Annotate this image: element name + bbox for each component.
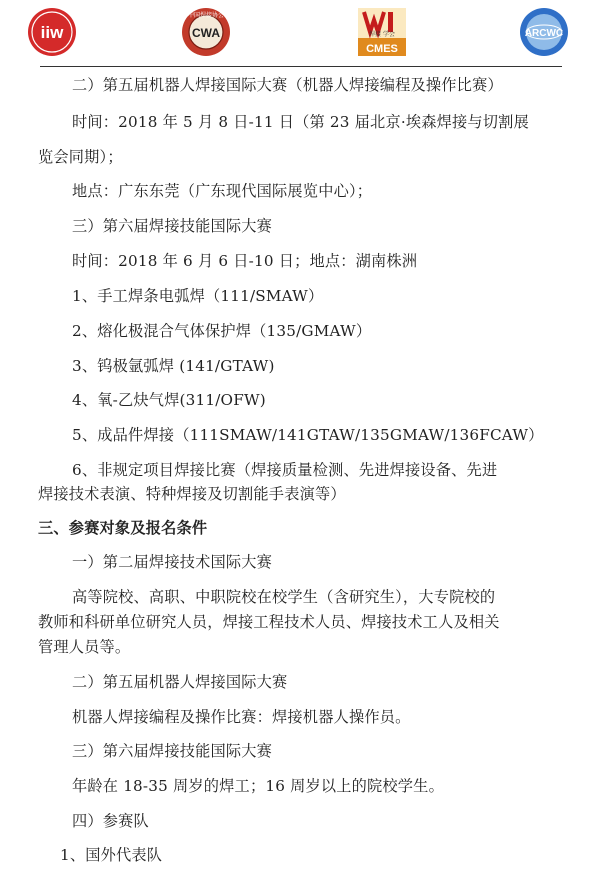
paragraph-line: 教师和科研单位研究人员，焊接工程技术人员、焊接技术工人及相关 <box>38 613 500 631</box>
list-item: 3、钨极氩弧焊 (141/GTAW) <box>72 357 275 375</box>
list-item: 1、国外代表队 <box>60 846 163 864</box>
iiw-logo-text: iiw <box>40 23 64 42</box>
paragraph-line: 地点：广东东莞（广东现代国际展览中心）； <box>72 182 373 200</box>
iiw-logo <box>26 6 78 58</box>
header-divider <box>40 66 562 67</box>
cwa-arc-text: 中国焊接协会 <box>187 12 225 19</box>
paragraph-line: 焊接技术表演、特种焊接及切割能手表演等） <box>38 485 346 503</box>
header-logos <box>0 0 600 66</box>
subsection-heading: 二）第五届机器人焊接国际大赛 <box>72 673 288 691</box>
arcwc-logo <box>518 6 570 58</box>
list-item: 4、氧-乙炔气焊(311/OFW) <box>72 391 266 409</box>
paragraph-line: 时间：2018 年 6 月 6 日-10 日；地点：湖南株洲 <box>72 252 418 270</box>
paragraph-line: 高等院校、高职、中职院校在校学生（含研究生），大专院校的 <box>72 588 496 606</box>
paragraph-line: 机器人焊接编程及操作比赛：焊接机器人操作员。 <box>72 708 411 726</box>
list-item: 1、手工焊条电弧焊（111/SMAW） <box>72 287 324 305</box>
subsection-heading: 一）第二届焊接技术国际大赛 <box>72 553 273 571</box>
subsection-heading: 三）第六届焊接技能国际大赛 <box>72 742 273 760</box>
paragraph-line: 管理人员等。 <box>38 638 131 656</box>
list-item: 2、熔化极混合气体保护焊（135/GMAW） <box>72 322 372 340</box>
cmes-top-text: 焊接 学会 <box>369 31 395 38</box>
cmes-logo-text: CMES <box>366 43 398 55</box>
paragraph-line: 览会同期）； <box>38 148 123 166</box>
subsection-heading: 三）第六届焊接技能国际大赛 <box>72 217 273 235</box>
subsection-heading: 二）第五届机器人焊接国际大赛（机器人焊接编程及操作比赛） <box>72 76 503 94</box>
list-item: 5、成品件焊接（111SMAW/141GTAW/135GMAW/136FCAW） <box>72 426 544 444</box>
list-item: 6、非规定项目焊接比赛（焊接质量检测、先进焊接设备、先进 <box>72 461 498 479</box>
cmes-logo <box>356 6 408 58</box>
section-heading: 三、参赛对象及报名条件 <box>38 519 208 537</box>
subsection-heading: 四）参赛队 <box>72 812 149 830</box>
paragraph-line: 时间：2018 年 5 月 8 日-11 日（第 23 届北京·埃森焊接与切割展 <box>72 113 529 131</box>
cwa-logo <box>180 6 232 58</box>
arcwc-logo-text: ARCWC <box>524 28 564 39</box>
paragraph-line: 年龄在 18-35 周岁的焊工；16 周岁以上的院校学生。 <box>72 777 444 795</box>
cwa-logo-text: CWA <box>192 26 220 40</box>
